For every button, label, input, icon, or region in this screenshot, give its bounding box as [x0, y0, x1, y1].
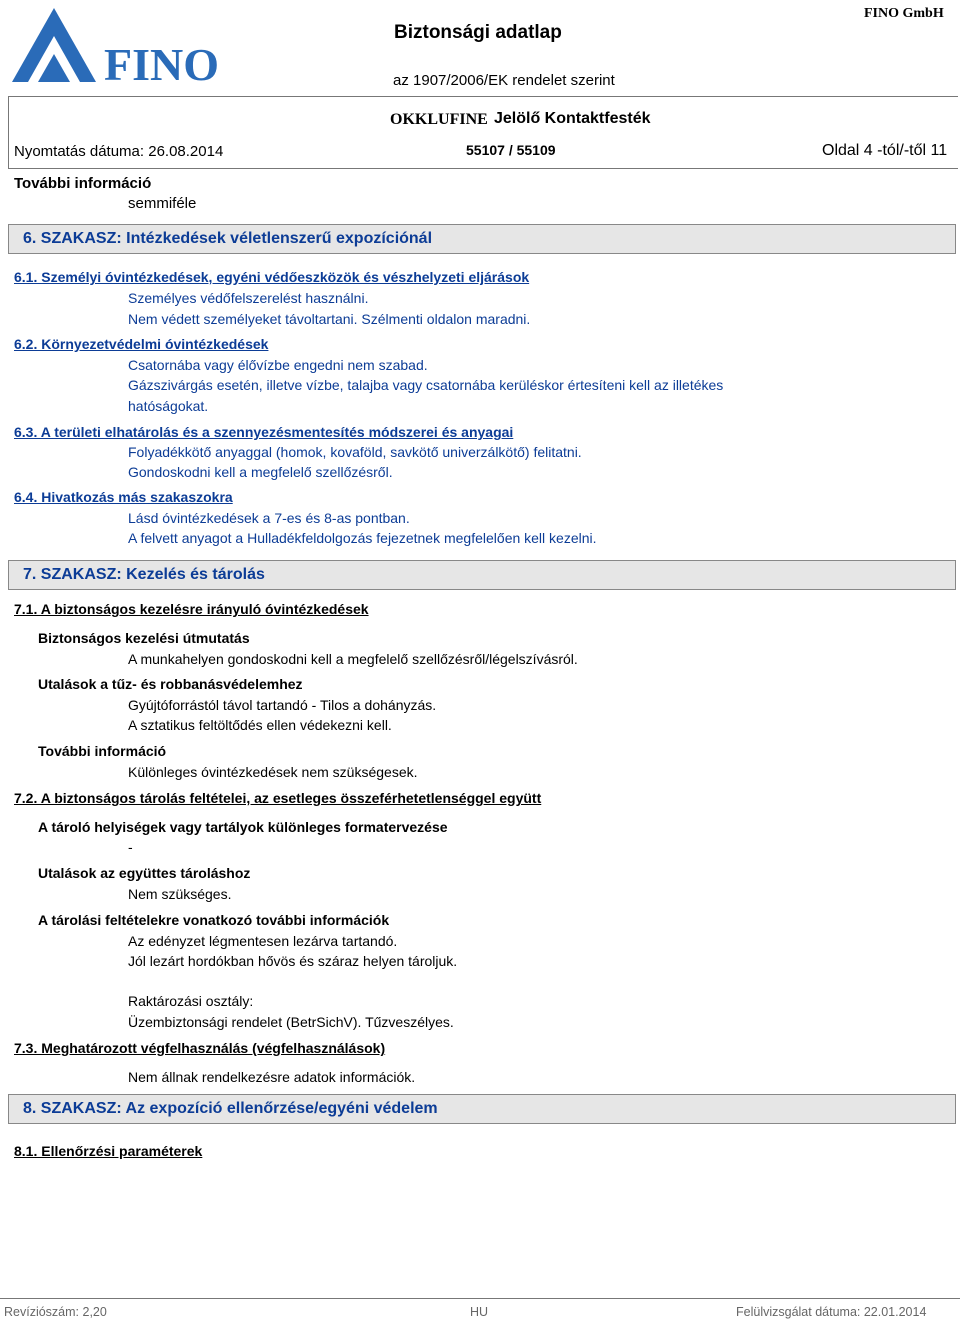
- text-6-2-line1: Csatornába vagy élővízbe engedni nem szabad.: [128, 357, 428, 373]
- text-7-3: Nem állnak rendelkezésre adatok információk.: [128, 1069, 416, 1085]
- section-7-title: 7. SZAKASZ: Kezelés és tárolás: [23, 566, 265, 583]
- text-further-info: Különleges óvintézkedések nem szükségesek.: [128, 764, 418, 780]
- further-info-value: semmiféle: [128, 195, 197, 212]
- subsection-8-1-title: 8.1. Ellenőrzési paraméterek: [14, 1143, 203, 1159]
- subsection-6-2-title: 6.2. Környezetvédelmi óvintézkedések: [14, 336, 269, 352]
- company-logo: [8, 2, 224, 86]
- text-6-4-line2: A felvett anyagot a Hulladékfeldolgozás fejezetnek megfelelően kell kezelni.: [128, 530, 597, 546]
- text-6-3-line2: Gondoskodni kell a megfelelő szellőzésről.: [128, 464, 393, 480]
- subsection-7-2-title: 7.2. A biztonságos tárolás feltételei, az esetleges összeférhetetlenséggel együtt: [14, 790, 542, 806]
- subsection-6-3-title: 6.3. A területi elhatárolás és a szennyezésmentesítés módszerei és anyagai: [14, 424, 514, 440]
- text-joint-storage: Nem szükséges.: [128, 886, 232, 902]
- text-storage-class-label: Raktározási osztály:: [128, 993, 254, 1009]
- product-brand: OKKLUFINE: [390, 111, 488, 128]
- document-title: Biztonsági adatlap: [394, 22, 562, 43]
- section-7-header: [8, 560, 956, 590]
- text-6-2-line2: Gázszivárgás esetén, illetve vízbe, talajba vagy csatornába kerüléskor értesíteni kell az illetékes: [128, 377, 724, 393]
- section-8-header: [8, 1094, 956, 1124]
- subsection-6-1-title: 6.1. Személyi óvintézkedések, egyéni védőeszközök és vészhelyzeti eljárások: [14, 269, 530, 285]
- text-safe-handling: A munkahelyen gondoskodni kell a megfelelő szellőzésről/légelszívásról.: [128, 651, 578, 667]
- text-6-3-line1: Folyadékkötő anyaggal (homok, kovaföld, savkötő univerzálkötő) felitatni.: [128, 444, 582, 460]
- section-8-title: 8. SZAKASZ: Az expozíció ellenőrzése/egyéni védelem: [23, 1100, 438, 1117]
- further-info-label: További információ: [14, 175, 152, 192]
- logo-text: FINO: [104, 39, 219, 86]
- product-numbers: 55107 / 55109: [466, 142, 556, 158]
- text-6-4-line1: Lásd óvintézkedések a 7-es és 8-as pontban.: [128, 510, 410, 526]
- text-storage-class-value: Üzembiztonsági rendelet (BetrSichV). Tűzveszélyes.: [128, 1014, 454, 1030]
- language-code: HU: [470, 1305, 489, 1319]
- text-fire-protection-2: A sztatikus feltöltődés ellen védekezni kell.: [128, 717, 392, 733]
- text-6-1-line1: Személyes védőfelszerelést használni.: [128, 290, 369, 306]
- heading-further-info: További információ: [38, 743, 167, 759]
- text-storage-conditions-2: Jól lezárt hordókban hővös és száraz helyen tároljuk.: [128, 953, 458, 969]
- subsection-7-3-title: 7.3. Meghatározott végfelhasználás (végfelhasználások): [14, 1040, 386, 1056]
- product-name: Jelölő Kontaktfesték: [494, 110, 651, 127]
- section-6-title: 6. SZAKASZ: Intézkedések véletlenszerű expozíciónál: [23, 230, 433, 247]
- footer-divider: [0, 1298, 960, 1299]
- subsection-7-1-title: 7.1. A biztonságos kezelésre irányuló óvintézkedések: [14, 601, 369, 617]
- company-name: FINO GmbH: [864, 6, 944, 21]
- review-date: Felülvizsgálat dátuma: 22.01.2014: [736, 1305, 927, 1319]
- revision-number: Revíziószám: 2,20: [4, 1305, 107, 1319]
- subsection-6-4-title: 6.4. Hivatkozás más szakaszokra: [14, 489, 233, 505]
- heading-storage-conditions: A tárolási feltételekre vonatkozó további információk: [38, 912, 390, 928]
- print-date: Nyomtatás dátuma: 26.08.2014: [14, 143, 224, 160]
- text-storage-conditions-1: Az edényzet légmentesen lezárva tartandó.: [128, 933, 398, 949]
- heading-storage-design: A tároló helyiségek vagy tartályok különleges formatervezése: [38, 819, 448, 835]
- text-6-2-line3: hatóságokat.: [128, 398, 209, 414]
- heading-joint-storage: Utalások az együttes tároláshoz: [38, 865, 251, 881]
- text-fire-protection-1: Gyújtóforrástól távol tartandó - Tilos a dohányzás.: [128, 697, 437, 713]
- section-6-header: [8, 224, 956, 254]
- heading-safe-handling: Biztonságos kezelési útmutatás: [38, 630, 250, 646]
- text-6-1-line2: Nem védett személyeket távoltartani. Szélmenti oldalon maradni.: [128, 311, 531, 327]
- text-storage-design: -: [128, 839, 133, 855]
- heading-fire-protection: Utalások a tűz- és robbanásvédelemhez: [38, 676, 303, 692]
- regulation-text: az 1907/2006/EK rendelet szerint: [393, 72, 615, 89]
- page-number: Oldal 4 -tól/-től 11: [822, 142, 948, 159]
